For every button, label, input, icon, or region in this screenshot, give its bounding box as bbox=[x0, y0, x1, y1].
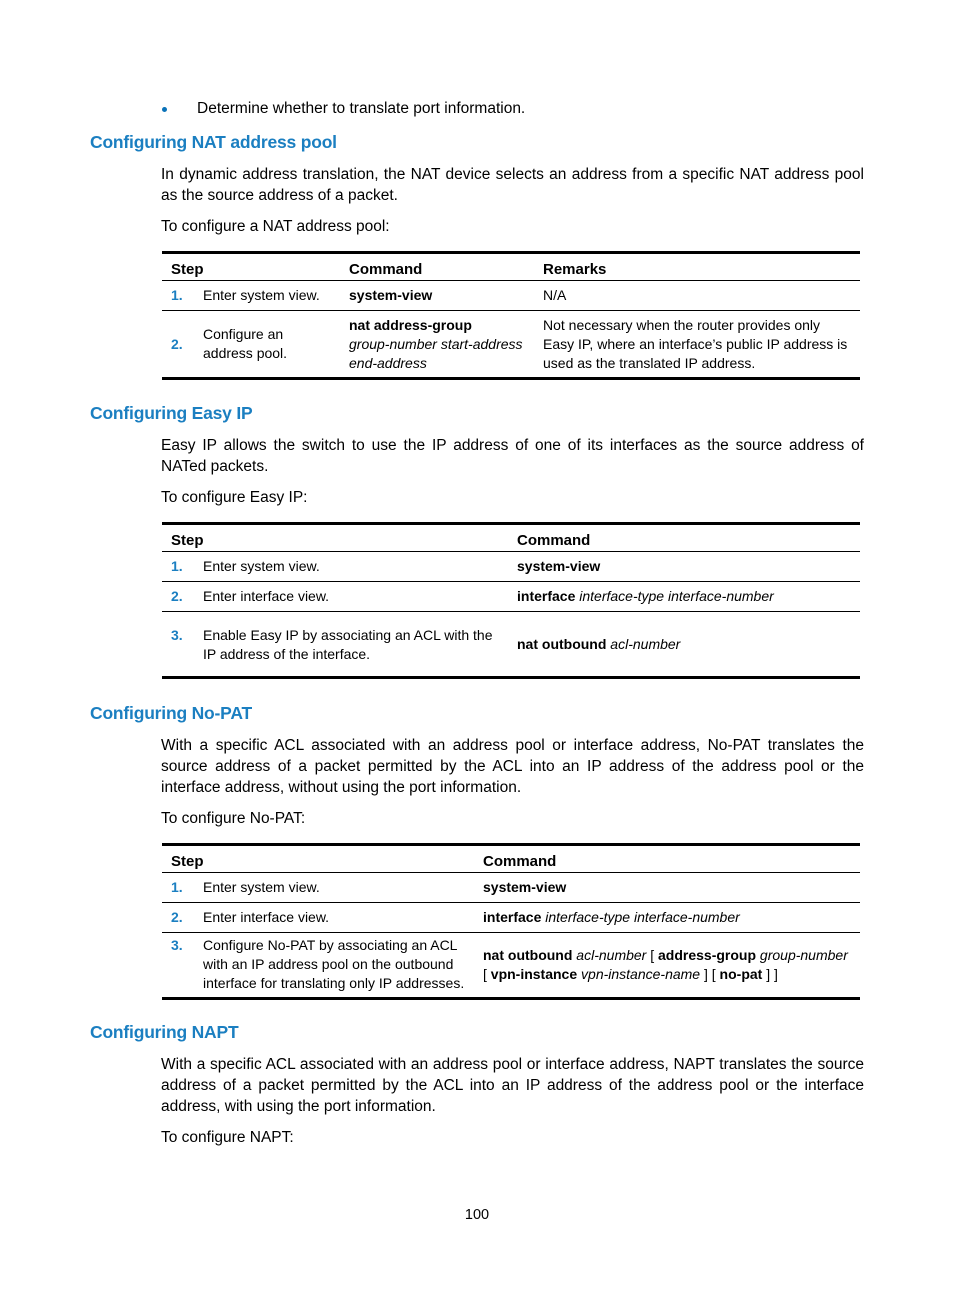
command-argument: acl-number bbox=[606, 635, 681, 652]
command-keyword: system-view bbox=[483, 879, 567, 895]
step-text: Configure No-PAT by associating an ACL with an IP address pool on the outbound interface for translating only IP addresses. bbox=[203, 937, 465, 991]
command-keyword: no-pat bbox=[719, 966, 763, 982]
command-cell bbox=[508, 582, 860, 612]
step-text: Enter system view. bbox=[203, 879, 320, 895]
table-easy-ip bbox=[162, 522, 860, 679]
section-paragraph-napt: With a specific ACL associated with an address pool or interface address, NAPT translates the source address of a packet permitted by the ACL into an IP address of the address pool or the interface address, with using the port information. bbox=[161, 1056, 864, 1115]
table-header-row bbox=[162, 845, 860, 873]
header-step: Step bbox=[171, 532, 204, 549]
table-row bbox=[162, 281, 860, 311]
command-keyword: nat outbound bbox=[483, 947, 573, 963]
remarks-cell: N/A bbox=[543, 287, 567, 303]
section-intro-no-pat: To configure No-PAT: bbox=[161, 810, 306, 827]
command-cell bbox=[508, 612, 860, 678]
header-step: Step bbox=[171, 261, 204, 278]
header-command: Command bbox=[517, 532, 591, 549]
table-no-pat bbox=[162, 843, 860, 1000]
page-number: 100 bbox=[464, 1207, 490, 1223]
command-argument: vpn-instance-name bbox=[577, 966, 701, 982]
header-command: Command bbox=[483, 853, 557, 870]
command-cell bbox=[508, 552, 860, 582]
table-row bbox=[162, 552, 860, 582]
command-argument: acl-number bbox=[572, 947, 647, 963]
step-text: Configure an address pool. bbox=[203, 326, 288, 361]
command-cell bbox=[474, 873, 860, 903]
step-text: Enter interface view. bbox=[203, 588, 330, 604]
step-number: 2. bbox=[171, 588, 183, 604]
step-number: 2. bbox=[171, 909, 183, 925]
section-title-easy-ip: Configuring Easy IP bbox=[90, 403, 253, 423]
table-row bbox=[162, 933, 860, 999]
step-text: Enter system view. bbox=[203, 287, 320, 303]
table-nat-address-pool bbox=[162, 251, 860, 380]
section-title-napt: Configuring NAPT bbox=[90, 1022, 239, 1042]
step-text: Enable Easy IP by associating an ACL with the IP address of the interface. bbox=[203, 627, 493, 662]
section-paragraph-easy-ip: Easy IP allows the switch to use the IP address of one of its interfaces as the source address of NATed packets. bbox=[161, 437, 864, 475]
step-number: 3. bbox=[171, 937, 183, 953]
command-cell bbox=[340, 311, 534, 379]
command-cell bbox=[340, 281, 534, 311]
command-bracket: [ bbox=[483, 966, 491, 982]
command-keyword: system-view bbox=[349, 287, 433, 303]
section-intro-easy-ip: To configure Easy IP: bbox=[161, 489, 308, 506]
table-header-row bbox=[162, 524, 860, 552]
table-header-row bbox=[162, 253, 860, 281]
command-bracket: [ bbox=[646, 947, 659, 963]
command-keyword: nat outbound bbox=[517, 635, 607, 652]
command-keyword: system-view bbox=[517, 558, 601, 574]
section-paragraph-nat-address-pool: In dynamic address translation, the NAT device selects an address from a specific NAT address pool as the source address of a packet. bbox=[161, 166, 864, 204]
command-keyword: interface bbox=[483, 909, 542, 925]
bullet-dot-icon bbox=[162, 107, 167, 112]
command-argument: interface-type interface-number bbox=[575, 588, 774, 604]
remarks-cell: Not necessary when the router provides only Easy IP, where an interface’s public IP address is used as the translated IP address. bbox=[543, 316, 848, 371]
command-keyword: address-group bbox=[658, 947, 757, 963]
command-argument: group-number start-address end-address bbox=[349, 335, 523, 371]
table-row bbox=[162, 612, 860, 678]
step-text: Enter interface view. bbox=[203, 909, 330, 925]
step-text: Enter system view. bbox=[203, 558, 320, 574]
bullet-text: Determine whether to translate port information. bbox=[197, 100, 526, 117]
step-number: 1. bbox=[171, 287, 183, 303]
bullet-item bbox=[161, 100, 525, 118]
section-paragraph-no-pat: With a specific ACL associated with an address pool or interface address, No-PAT translates the source address of a packet permitted by the ACL into an IP address of the address pool or the interface address, without using the port information. bbox=[161, 737, 864, 796]
command-cell bbox=[474, 903, 860, 933]
header-step: Step bbox=[171, 853, 204, 870]
step-number: 2. bbox=[171, 335, 183, 352]
section-intro-napt: To configure NAPT: bbox=[161, 1129, 294, 1146]
step-number: 1. bbox=[171, 558, 183, 574]
table-row bbox=[162, 873, 860, 903]
section-title-no-pat: Configuring No-PAT bbox=[90, 703, 252, 723]
table-row bbox=[162, 903, 860, 933]
header-remarks: Remarks bbox=[543, 261, 607, 278]
command-bracket: ] [ bbox=[700, 966, 720, 982]
command-cell bbox=[474, 933, 860, 999]
command-bracket: ] ] bbox=[762, 966, 778, 982]
command-keyword: interface bbox=[517, 588, 576, 604]
section-intro-nat-address-pool: To configure a NAT address pool: bbox=[161, 218, 390, 235]
command-argument: group-number bbox=[756, 947, 848, 963]
table-row bbox=[162, 582, 860, 612]
command-argument: interface-type interface-number bbox=[541, 909, 740, 925]
command-keyword: nat address-group bbox=[349, 316, 472, 333]
step-number: 1. bbox=[171, 879, 183, 895]
command-keyword: vpn-instance bbox=[490, 966, 578, 982]
table-row bbox=[162, 311, 860, 379]
header-command: Command bbox=[349, 261, 423, 278]
section-title-nat-address-pool: Configuring NAT address pool bbox=[90, 132, 337, 152]
step-number: 3. bbox=[171, 627, 183, 643]
